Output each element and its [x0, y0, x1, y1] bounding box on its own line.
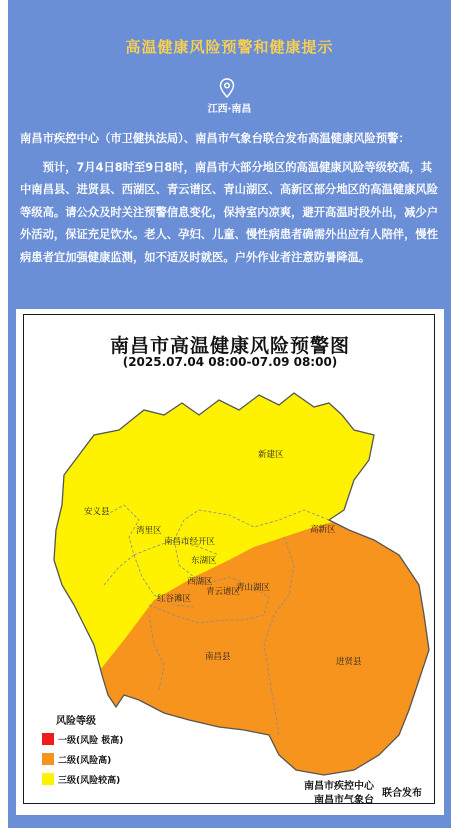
warning-map — [23, 314, 435, 804]
map-label-nanchang: 南昌县 — [205, 652, 231, 662]
location-pin-icon — [219, 78, 235, 98]
publisher-action: 联合发布 — [382, 788, 422, 799]
risk-map-graphic — [24, 315, 436, 805]
article-card — [8, 0, 451, 828]
forecast-paragraph: 预计，7月4日8时至9日8时，南昌市大部分地区的高温健康风险等级较高，其中南昌县、进贤县、西湖区、青云谱区、青山湖区、高新区部分地区的高温健康风险等级高。请公众及时关注预警信息变化，保持室内凉爽，避开高温时段外出，减少户外活动，保证充足饮水。老人、孕妇、儿童、慢性病患者确需外出应有人陪伴，慢性病患者宜加强健康监测，如不适及时就医。户外作业者注意防暑降温。 — [20, 161, 438, 264]
page-title: 高温健康风险预警和健康提示 — [125, 38, 334, 56]
map-label-xinjian: 新建区 — [258, 450, 284, 460]
legend-swatch-orange — [42, 753, 54, 765]
publisher-org-cdc: 南昌市疾控中心 — [304, 781, 374, 792]
map-label-jinxian: 进贤县 — [336, 657, 362, 667]
legend-label: 二级(风险高) — [58, 756, 112, 766]
map-label-xihu: 西湖区 — [187, 577, 213, 587]
map-title: 南昌市高温健康风险预警图 — [109, 335, 350, 357]
map-label-gaoxin: 高新区 — [310, 525, 336, 535]
map-subtitle: (2025.07.04 08:00-07.09 08:00) — [122, 355, 338, 369]
legend-swatch-red — [42, 733, 54, 745]
map-label-qingshanhu: 青山湖区 — [236, 583, 271, 593]
intro-paragraph: 南昌市疾控中心（市卫健执法局）、南昌市气象台联合发布高温健康风险预警： — [20, 132, 410, 145]
map-label-honggutan: 红谷滩区 — [157, 594, 192, 604]
legend-label: 三级(风险较高) — [58, 776, 121, 786]
location-label: 江西·南昌 — [207, 104, 252, 115]
legend-title: 风险等级 — [56, 716, 96, 727]
map-label-wanli: 湾里区 — [136, 526, 162, 536]
map-label-jingkai: 南昌市经开区 — [164, 537, 216, 547]
warning-map-panel — [16, 309, 444, 815]
legend-label: 一级(风险 极高) — [58, 736, 124, 746]
publisher-org-weather: 南昌市气象台 — [314, 795, 374, 806]
legend-swatch-yellow — [42, 773, 54, 785]
map-label-anyi: 安义县 — [84, 507, 110, 517]
map-label-donghu: 东湖区 — [191, 556, 217, 566]
map-label-qingyunpu: 青云谱区 — [206, 587, 241, 597]
